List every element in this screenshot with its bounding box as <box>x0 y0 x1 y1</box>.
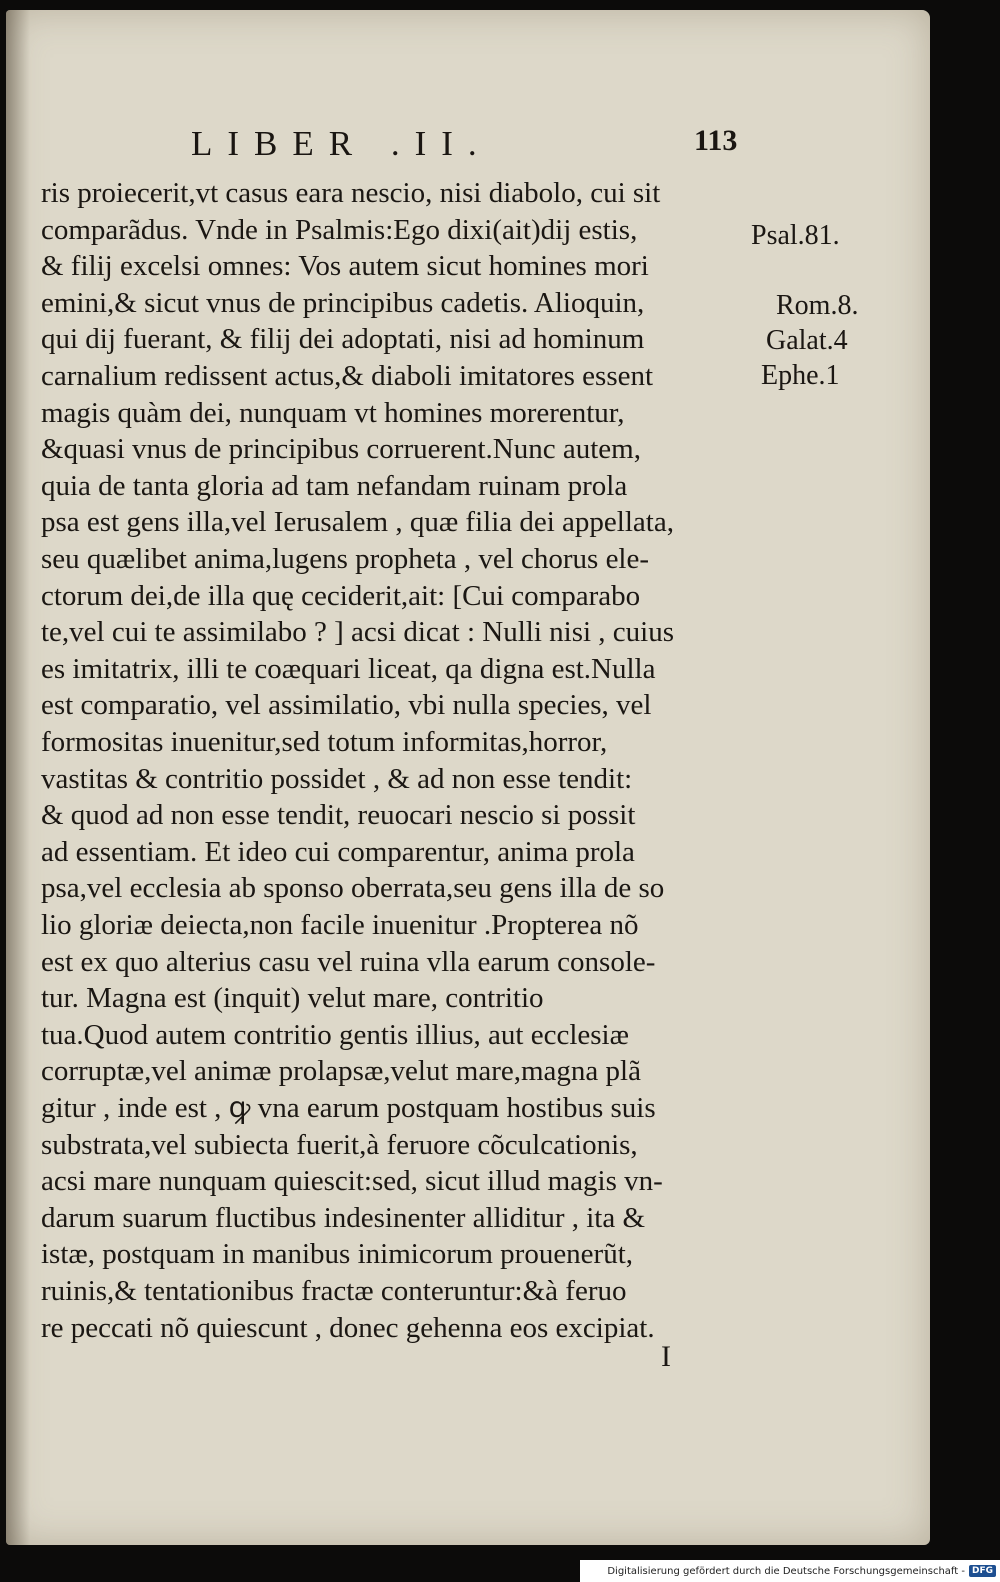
marginal-note-galat: Galat.4 <box>766 325 848 356</box>
page-header <box>6 124 930 174</box>
text-line: quia de tanta gloria ad tam nefandam ruinam prola <box>41 469 628 502</box>
marginal-note-psal: Psal.81. <box>751 220 840 251</box>
text-line: substrata,vel subiecta fuerit,à feruore cõculcationis, <box>41 1128 638 1161</box>
text-line: ruinis,& tentationibus fractæ conteruntur:&à feruo <box>41 1275 627 1307</box>
footer-credit: Digitalisierung gefördert durch die Deutsche Forschungsgemeinschaft - <box>607 1565 965 1577</box>
text-line: magis quàm dei, nunquam vt homines morerentur, <box>41 396 625 429</box>
text-line: darum suarum fluctibus indesinenter alliditur , ita & <box>41 1201 646 1234</box>
marginal-note-rom: Rom.8. <box>776 290 859 321</box>
text-line: psa est gens illa,vel Ierusalem , quæ filia dei appellata, <box>41 506 674 539</box>
signature-mark: I <box>661 1340 671 1373</box>
text-line: es imitatrix, illi te coæquari liceat, qa digna est.Nulla <box>41 652 656 685</box>
text-line: istæ, postquam in manibus inimicorum prouenerũt, <box>41 1238 634 1271</box>
text-line: ad essentiam. Et ideo cui comparentur, anima prola <box>41 835 635 868</box>
text-line: ris proiecerit,vt casus eara nescio, nisi diabolo, cui sit <box>41 177 661 209</box>
text-line: re peccati nõ quiescunt , donec gehenna eos excipiat. <box>41 1311 655 1344</box>
gutter-shadow <box>6 10 30 1545</box>
running-title: LIBER .II. <box>191 124 492 163</box>
text-line: corruptæ,vel animæ prolapsæ,velut mare,magna plã <box>41 1055 641 1088</box>
text-line: qui dij fuerant, & filij dei adoptati, nisi ad hominum <box>41 323 645 356</box>
text-line: vastitas & contritio possidet , & ad non esse tendit: <box>41 762 633 795</box>
text-line: emini,& sicut vnus de principibus cadetis. Alioquin, <box>41 286 645 319</box>
text-line: tua.Quod autem contritio gentis illius, aut ecclesiæ <box>41 1018 629 1051</box>
text-line: & filij excelsi omnes: Vos autem sicut homines mori <box>41 250 649 283</box>
text-line: lio gloriæ deiecta,non facile inuenitur .Propterea nõ <box>41 909 639 941</box>
text-line: seu quælibet anima,lugens propheta , vel chorus ele- <box>41 543 650 575</box>
text-line: tur. Magna est (inquit) velut mare, contritio <box>41 982 544 1015</box>
text-line: acsi mare nunquam quiescit:sed, sicut illud magis vn- <box>41 1165 663 1198</box>
text-line: carnalium redissent actus,& diaboli imitatores essent <box>41 360 654 392</box>
text-line: &quasi vnus de principibus corruerent.Nunc autem, <box>41 433 641 466</box>
text-line: est ex quo alterius casu vel ruina vlla earum console- <box>41 945 656 978</box>
book-page <box>6 10 930 1545</box>
digitization-footer <box>580 1560 1000 1582</box>
text-line: psa,vel ecclesia ab sponso oberrata,seu gens illa de so <box>41 872 665 905</box>
text-line: te,vel cui te assimilabo ? ] acsi dicat : Nulli nisi , cuius <box>41 616 675 649</box>
text-line: est comparatio, vel assimilatio, vbi nulla species, vel <box>41 689 652 722</box>
dfg-logo: DFG <box>969 1565 996 1577</box>
text-line: & quod ad non esse tendit, reuocari nescio si possit <box>41 799 636 832</box>
folio-number: 113 <box>694 124 738 157</box>
text-line: comparãdus. Vnde in Psalmis:Ego dixi(ait)dij estis, <box>41 213 638 246</box>
text-line: ctorum dei,de illa quę ceciderit,ait: [Cui comparabo <box>41 579 641 612</box>
marginal-note-ephe: Ephe.1 <box>761 360 840 391</box>
text-line: gitur , inde est , ꝙ vna earum postquam hostibus suis <box>41 1092 656 1124</box>
text-line: formositas inuenitur,sed totum informitas,horror, <box>41 726 608 758</box>
